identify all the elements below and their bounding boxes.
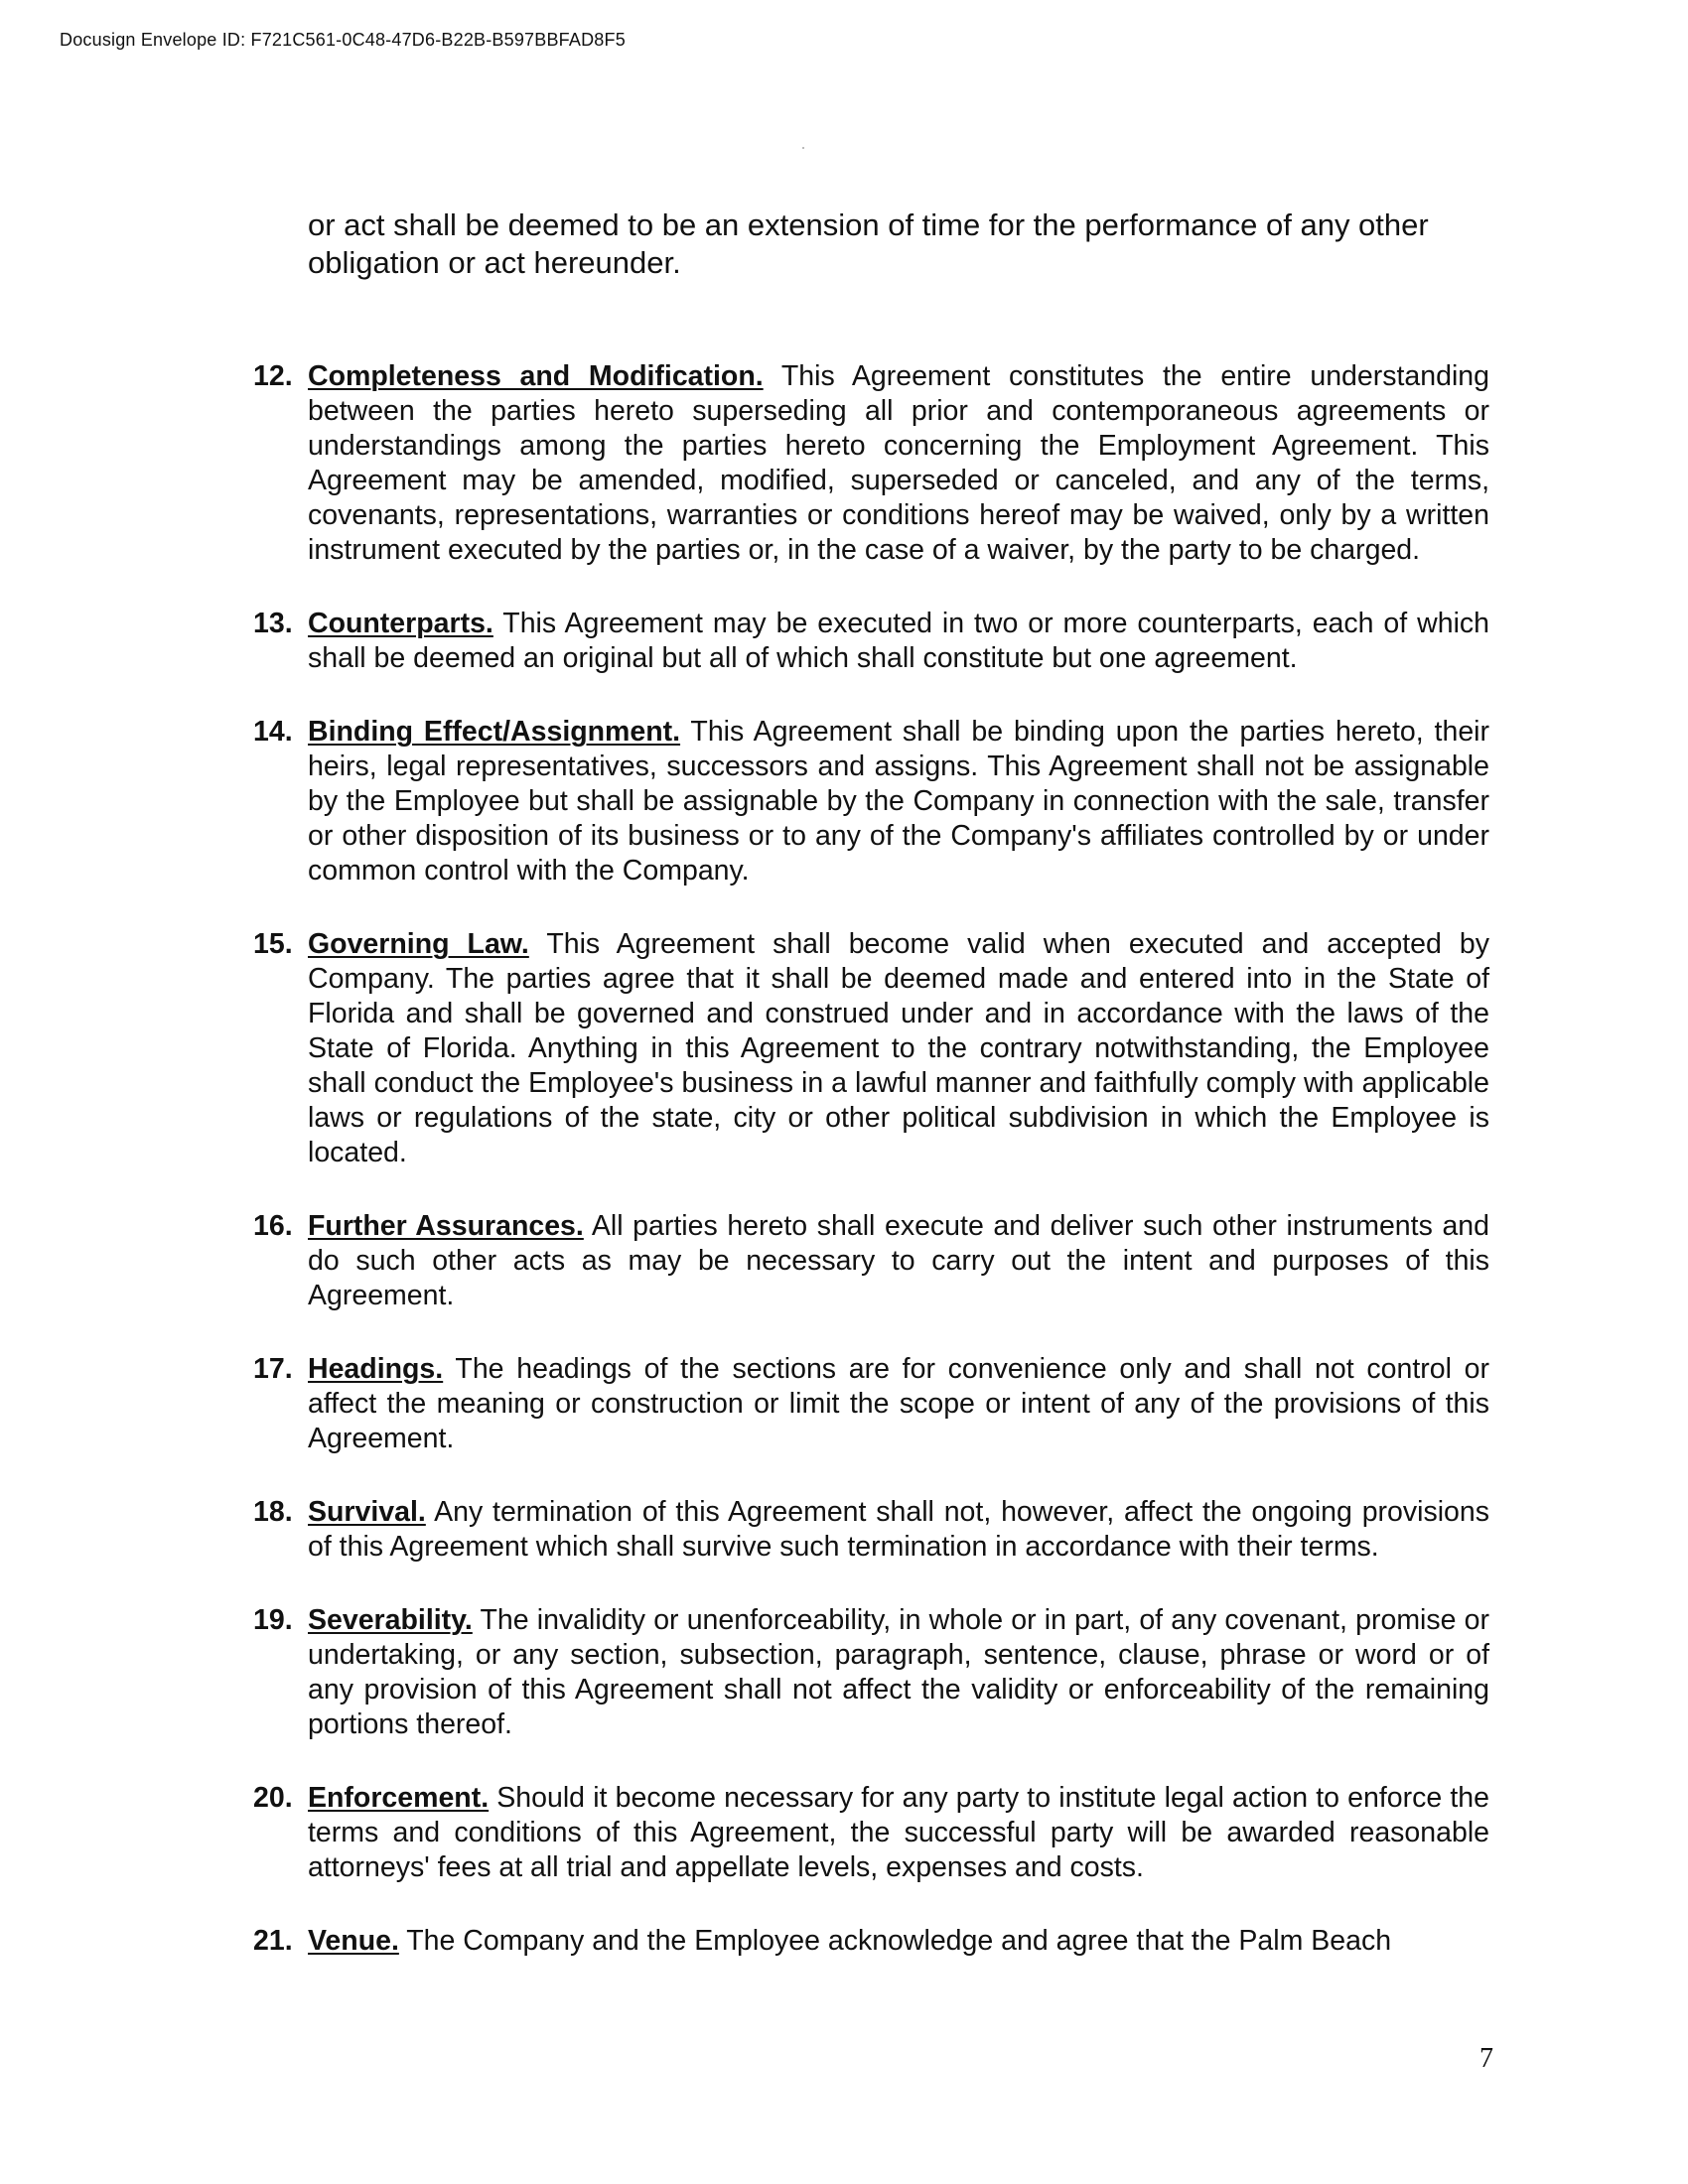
section-21 bbox=[253, 1924, 1489, 1959]
section-20 bbox=[253, 1781, 1489, 1885]
section-heading: Governing Law. bbox=[308, 928, 529, 960]
section-heading: Headings. bbox=[308, 1353, 444, 1385]
section-body: The Company and the Employee acknowledge and agree that the Palm Beach bbox=[398, 1925, 1392, 1957]
section-12 bbox=[253, 359, 1489, 568]
section-number: 21. bbox=[253, 1925, 293, 1957]
section-body: All parties hereto shall execute and deliver such other instruments and do such other acts as may be necessary to carry out the intent and purposes of this Agreement. bbox=[308, 1210, 1489, 1311]
section-number: 14. bbox=[253, 716, 293, 748]
section-body: Should it become necessary for any party to institute legal action to enforce the terms and conditions of this Agreement, the successful party will be awarded reasonable attorneys' fees at all trial and appellate levels, expenses and costs. bbox=[308, 1782, 1489, 1883]
scan-artifact-dot bbox=[802, 147, 804, 149]
section-heading: Severability. bbox=[308, 1604, 473, 1636]
section-18 bbox=[253, 1495, 1489, 1565]
section-number: 17. bbox=[253, 1353, 293, 1385]
section-number: 16. bbox=[253, 1210, 293, 1242]
section-body: This Agreement may be executed in two or more counterparts, each of which shall be deemed an original but all of which shall constitute but one agreement. bbox=[308, 608, 1489, 674]
section-body: This Agreement shall be binding upon the parties hereto, their heirs, legal representatives, successors and assigns. This Agreement shall not be assignable by the Employee but shall be assignable by the Company in connection with the sale, transfer or other disposition of its business or to any of the Company's affiliates controlled by or under common control with the Company. bbox=[308, 716, 1489, 887]
section-heading: Counterparts. bbox=[308, 608, 493, 639]
section-heading: Venue. bbox=[308, 1925, 399, 1957]
continuation-paragraph: or act shall be deemed to be an extension of time for the performance of any other obligation or act hereunder. bbox=[308, 207, 1429, 280]
sections-list bbox=[253, 359, 1489, 1959]
section-14 bbox=[253, 715, 1489, 888]
section-15 bbox=[253, 927, 1489, 1170]
section-heading: Completeness and Modification. bbox=[308, 360, 764, 392]
section-body: Any termination of this Agreement shall not, however, affect the ongoing provisions of this Agreement which shall survive such termination in accordance with their terms. bbox=[308, 1496, 1489, 1563]
section-19 bbox=[253, 1603, 1489, 1742]
section-number: 19. bbox=[253, 1604, 293, 1636]
section-body: This Agreement shall become valid when executed and accepted by Company. The parties agree that it shall be deemed made and entered into in the State of Florida and shall be governed and construed under and in accordance with the laws of the State of Florida. Anything in this Agreement to the contrary notwithstanding, the Employee shall conduct the Employee's business in a lawful manner and faithfully comply with applicable laws or regulations of the state, city or other political subdivision in which the Employee is located. bbox=[308, 928, 1489, 1168]
section-body: This Agreement constitutes the entire understanding between the parties hereto superseding all prior and contemporaneous agreements or understandings among the parties hereto concerning the Employment Agreement. This Agreement may be amended, modified, superseded or canceled, and any of the terms, covenants, representations, warranties or conditions hereof may be waived, only by a written instrument executed by the parties or, in the case of a waiver, by the party to be charged. bbox=[308, 360, 1490, 566]
section-number: 13. bbox=[253, 608, 293, 639]
section-heading: Further Assurances. bbox=[308, 1210, 584, 1242]
section-body: The headings of the sections are for convenience only and shall not control or affect the meaning or construction or limit the scope or intent of any of the provisions of this Agreement. bbox=[308, 1353, 1489, 1454]
section-heading: Enforcement. bbox=[308, 1782, 490, 1814]
section-number: 18. bbox=[253, 1496, 293, 1528]
section-number: 20. bbox=[253, 1782, 293, 1814]
page-number: 7 bbox=[1479, 2043, 1493, 2074]
section-heading: Binding Effect/Assignment. bbox=[308, 716, 681, 748]
section-number: 15. bbox=[253, 928, 293, 960]
section-number: 12. bbox=[253, 360, 293, 392]
section-heading: Survival. bbox=[308, 1496, 426, 1528]
section-16 bbox=[253, 1209, 1489, 1313]
docusign-envelope-id: Docusign Envelope ID: F721C561-0C48-47D6-B22B-B597BBFAD8F5 bbox=[60, 30, 626, 50]
section-17 bbox=[253, 1352, 1489, 1456]
section-13 bbox=[253, 607, 1489, 676]
section-body: The invalidity or unenforceability, in whole or in part, of any covenant, promise or undertaking, or any section, subsection, paragraph, sentence, clause, phrase or word or of any provision of this Agreement shall not affect the validity or enforceability of the remaining portions thereof. bbox=[308, 1604, 1489, 1740]
